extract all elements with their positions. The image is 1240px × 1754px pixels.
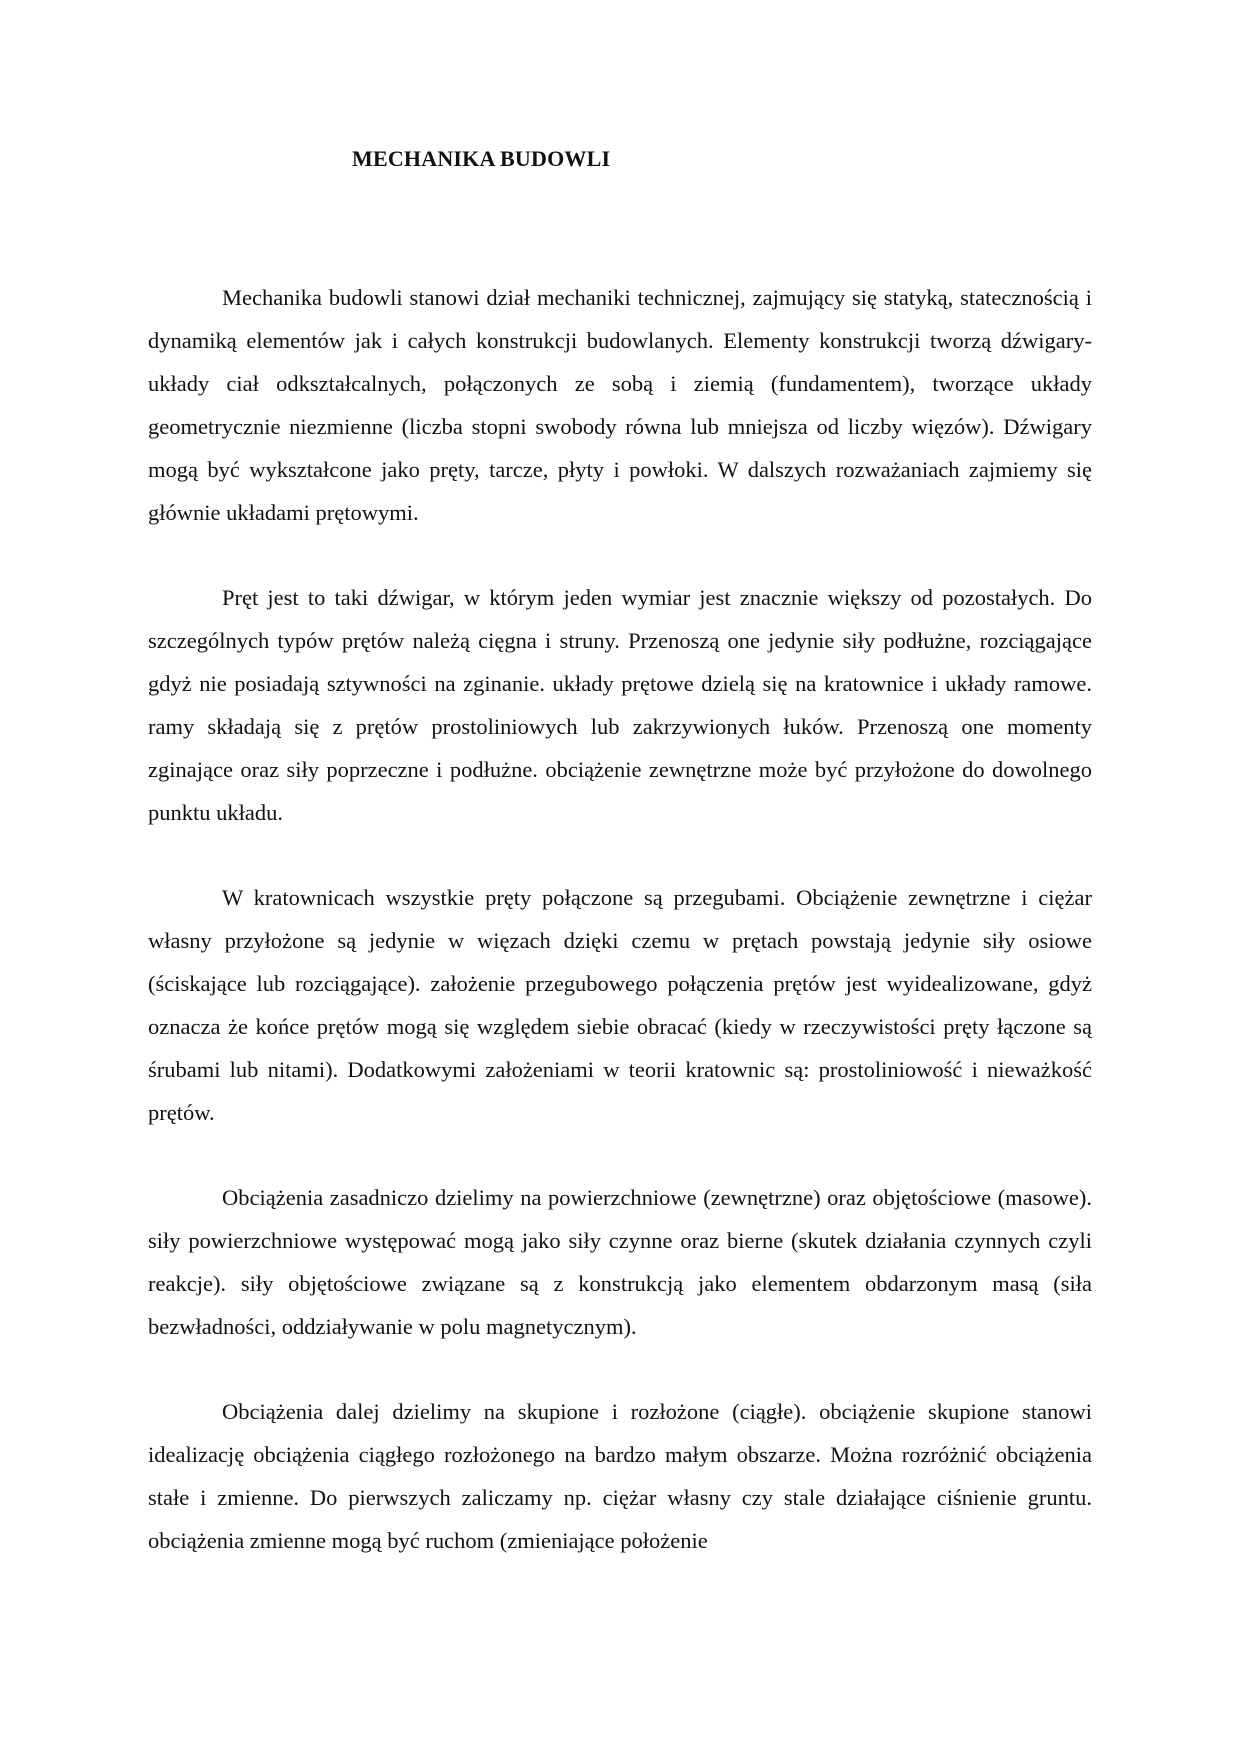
paragraph-5: Obciążenia dalej dzielimy na skupione i rozłożone (ciągłe). obciążenie skupione stanowi idealizację obciążenia ciągłego rozłożonego na bardzo małym obszarze. Można rozróżnić obciążenia stałe i zmienne. Do pierwszych zaliczamy np. ciężar własny czy stale działające ciśnienie gruntu. obciążenia zmienne mogą być ruchom (zmieniające położenie xyxy=(148,1399,1092,1553)
document-title: MECHANIKA BUDOWLI xyxy=(352,146,611,171)
paragraph-2: Pręt jest to taki dźwigar, w którym jeden wymiar jest znacznie większy od pozostałych. Do szczególnych typów prętów należą cięgna i struny. Przenoszą one jedynie siły podłużne, rozciągające gdyż nie posiadają sztywności na zginanie. układy prętowe dzielą się na kratownice i układy ramowe. ramy składają się z prętów prostoliniowych lub zakrzywionych łuków. Przenoszą one momenty zginające oraz siły poprzeczne i podłużne. obciążenie zewnętrzne może być przyłożone do dowolnego punktu układu. xyxy=(148,585,1092,825)
paragraph-3: W kratownicach wszystkie pręty połączone są przegubami. Obciążenie zewnętrzne i ciężar własny przyłożone są jedynie w więzach dzięki czemu w prętach powstają jedynie siły osiowe (ściskające lub rozciągające). założenie przegubowego połączenia prętów jest wyidealizowane, gdyż oznacza że końce prętów mogą się względem siebie obracać (kiedy w rzeczywistości pręty łączone są śrubami lub nitami). Dodatkowymi założeniami w teorii kratownic są: prostoliniowość i nieważkość prętów. xyxy=(148,885,1092,1125)
document-body xyxy=(148,276,1092,1604)
paragraph-1: Mechanika budowli stanowi dział mechaniki technicznej, zajmujący się statyką, statecznością i dynamiką elementów jak i całych konstrukcji budowlanych. Elementy konstrukcji tworzą dźwigary-układy ciał odkształcalnych, połączonych ze sobą i ziemią (fundamentem), tworzące układy geometrycznie niezmienne (liczba stopni swobody równa lub mniejsza od liczby więzów). Dźwigary mogą być wykształcone jako pręty, tarcze, płyty i powłoki. W dalszych rozważaniach zajmiemy się głównie układami prętowymi. xyxy=(148,285,1092,525)
paragraph-4: Obciążenia zasadniczo dzielimy na powierzchniowe (zewnętrzne) oraz objętościowe (masowe). siły powierzchniowe występować mogą jako siły czynne oraz bierne (skutek działania czynnych czyli reakcje). siły objętościowe związane są z konstrukcją jako elementem obdarzonym masą (siła bezwładności, oddziaływanie w polu magnetycznym). xyxy=(148,1185,1092,1339)
